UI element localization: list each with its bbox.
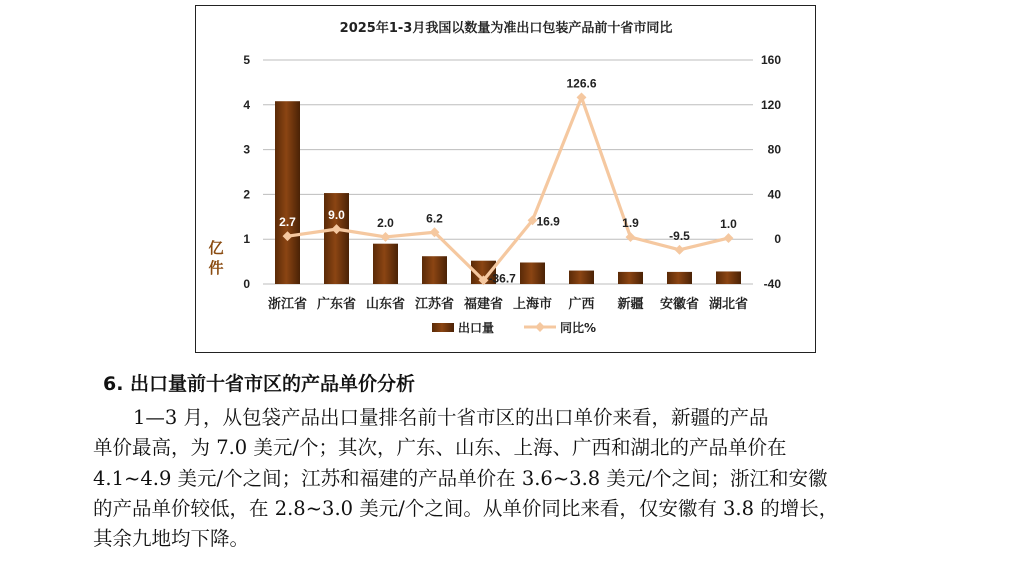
paragraph-line: 1—3 月，从包袋产品出口量排名前十省市区的出口单价来看，新疆的产品 bbox=[133, 406, 769, 429]
y-tick-label: 4 bbox=[243, 97, 250, 112]
x-tick-label: 湖北省 bbox=[708, 297, 749, 312]
y-tick-label: 5 bbox=[243, 53, 250, 67]
paragraph-line: 的产品单价较低，在 2.8~3.0 美元/个之间。从单价同比来看，仅安徽有 3.8 的增长， bbox=[93, 496, 839, 520]
data-label: 1.9 bbox=[622, 216, 639, 231]
chart-title: 2025年1-3月我国以数量为准出口包装产品前十省市同比 bbox=[339, 21, 673, 36]
section-heading: 6. 出口量前十省市区的产品单价分析 bbox=[103, 373, 416, 395]
x-tick-label: 福建省 bbox=[463, 297, 504, 312]
y-tick-label: 1 bbox=[243, 232, 250, 247]
line-point bbox=[626, 232, 636, 242]
data-label: 1.0 bbox=[720, 217, 737, 232]
paragraph-line: 4.1~4.9 美元/个之间；江苏和福建的产品单价在 3.6~3.8 美元/个之间；浙江和安徽 bbox=[93, 466, 828, 490]
paragraph-line: 单价最高，为 7.0 美元/个；其次，广东、山东、上海、广西和湖北的产品单价在 bbox=[93, 436, 787, 460]
bar bbox=[618, 272, 643, 284]
data-label: 2.0 bbox=[377, 215, 394, 230]
series-line bbox=[288, 97, 729, 280]
x-tick-label: 安徽省 bbox=[659, 297, 700, 312]
legend-label: 同比% bbox=[560, 321, 597, 335]
data-label: 126.6 bbox=[566, 76, 597, 91]
legend-label: 出口量 bbox=[458, 321, 495, 335]
x-tick-label: 江苏省 bbox=[414, 297, 455, 312]
chart-frame bbox=[195, 5, 816, 353]
data-label: -9.5 bbox=[669, 228, 690, 243]
analysis-paragraph bbox=[93, 403, 925, 554]
x-tick-label: 广西 bbox=[568, 297, 595, 312]
bar bbox=[422, 256, 447, 284]
paragraph-line: 其余九地均下降。 bbox=[93, 527, 250, 551]
data-label: 16.9 bbox=[536, 214, 560, 229]
data-label: 2.7 bbox=[279, 215, 296, 230]
y2-tick-label: 120 bbox=[760, 97, 781, 112]
bar bbox=[716, 271, 741, 284]
y-tick-label: 0 bbox=[243, 277, 250, 291]
line-point bbox=[724, 233, 734, 243]
x-tick-label: 山东省 bbox=[365, 297, 406, 312]
line-point bbox=[577, 92, 587, 102]
line-point bbox=[675, 245, 685, 255]
bar bbox=[520, 262, 545, 284]
line-point bbox=[381, 232, 391, 242]
y2-tick-label: 80 bbox=[767, 142, 781, 157]
y2-tick-label: 0 bbox=[774, 232, 781, 247]
y-tick-label: 3 bbox=[243, 142, 250, 157]
legend-swatch-marker bbox=[535, 322, 545, 332]
bar bbox=[275, 101, 300, 284]
y2-tick-label: 40 bbox=[767, 187, 781, 202]
x-tick-label: 上海市 bbox=[512, 297, 553, 312]
x-tick-label: 新疆 bbox=[617, 297, 644, 312]
data-label: 6.2 bbox=[426, 211, 443, 226]
y-axis-label: 件 bbox=[208, 259, 224, 277]
y2-tick-label: -40 bbox=[763, 277, 781, 291]
bar bbox=[373, 244, 398, 284]
y2-tick-label: 160 bbox=[760, 53, 781, 67]
y-axis-label: 亿 bbox=[208, 239, 224, 257]
x-tick-label: 广东省 bbox=[316, 297, 357, 312]
chart-canvas bbox=[196, 6, 815, 352]
bar bbox=[569, 271, 594, 284]
data-label: -36.7 bbox=[488, 271, 516, 286]
x-tick-label: 浙江省 bbox=[267, 297, 308, 312]
data-label: 9.0 bbox=[328, 208, 345, 223]
legend-swatch-bar bbox=[432, 323, 454, 332]
bar bbox=[667, 272, 692, 284]
y-tick-label: 2 bbox=[243, 187, 250, 202]
bar bbox=[324, 193, 349, 284]
